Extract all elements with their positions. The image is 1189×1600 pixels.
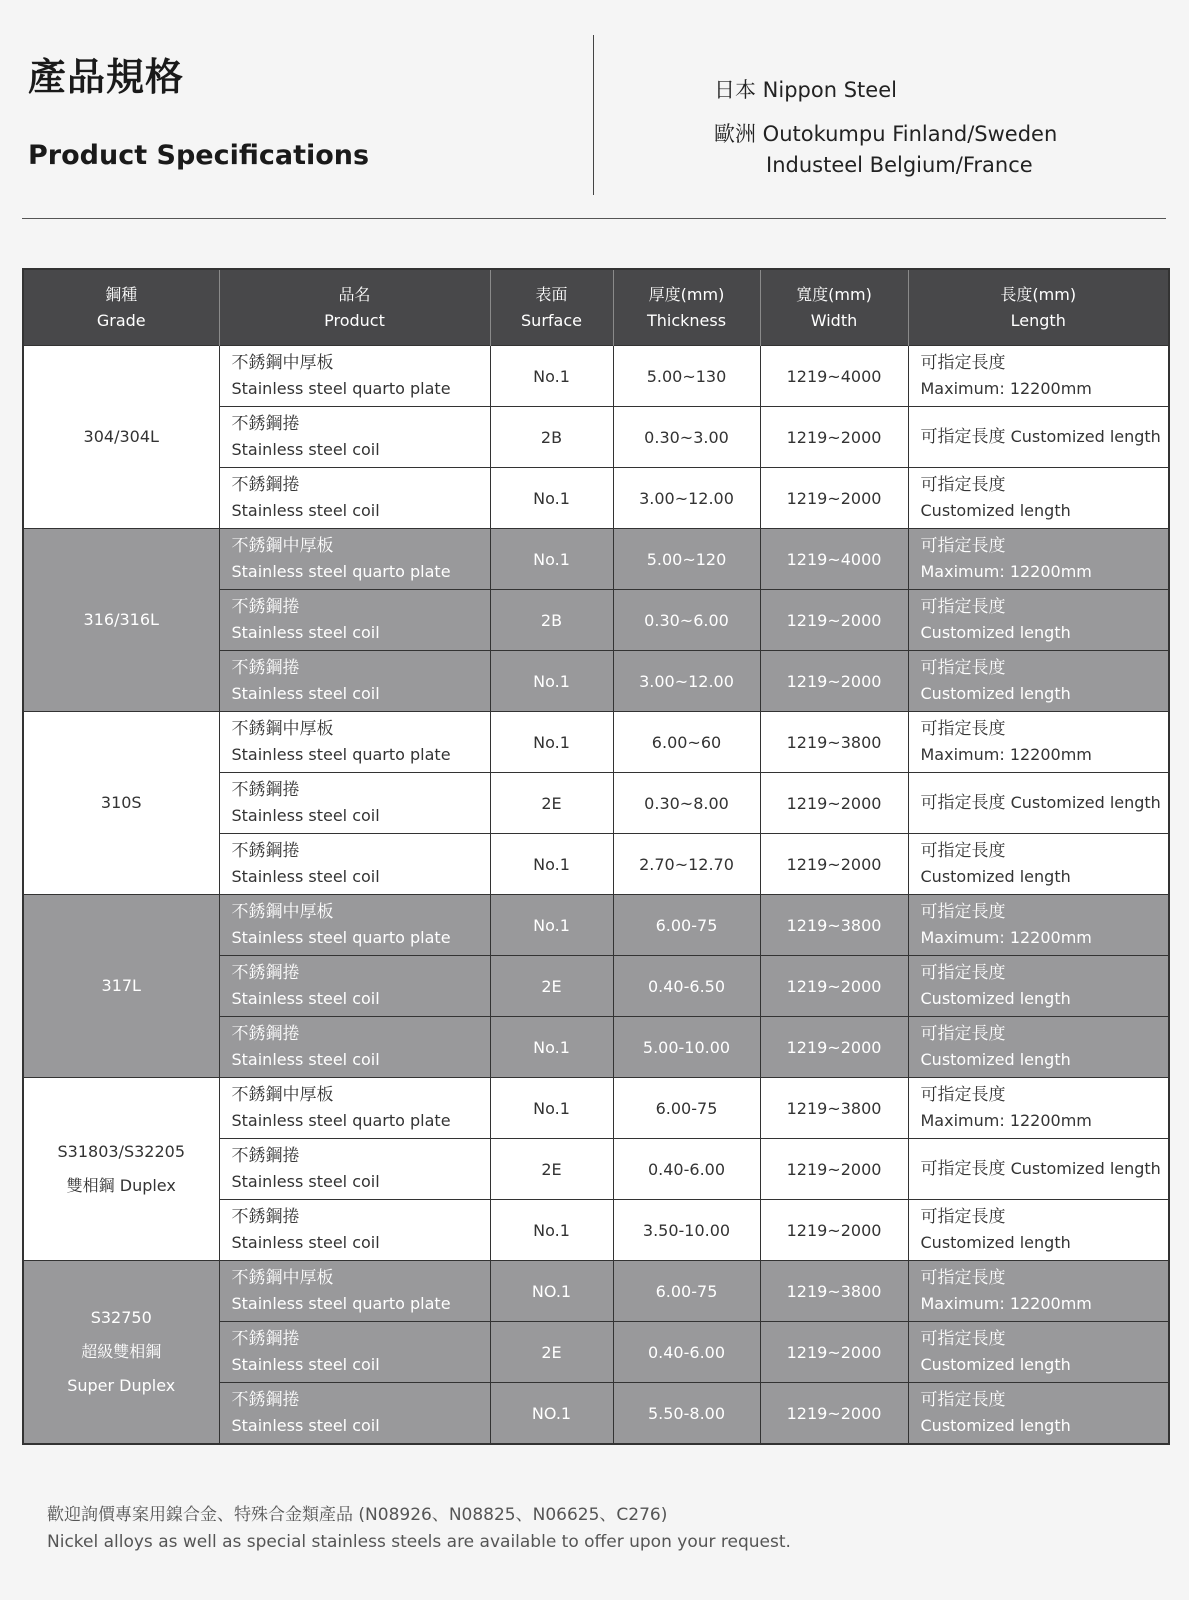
length-zh: 可指定長度 bbox=[920, 963, 1006, 983]
length-en: Customized length bbox=[920, 1416, 1071, 1435]
product-name-zh: 不銹鋼中厚板 bbox=[231, 1268, 334, 1288]
thickness-cell: 3.50-10.00 bbox=[613, 1200, 760, 1261]
grade-label: S31803/S32205 bbox=[57, 1142, 185, 1161]
surface-cell: No.1 bbox=[490, 1200, 613, 1261]
product-name-en: Stainless steel quarto plate bbox=[231, 1111, 451, 1130]
col-header-thickness bbox=[613, 269, 760, 346]
length-en: Maximum: 12200mm bbox=[920, 745, 1092, 764]
product-cell bbox=[219, 346, 490, 407]
col-header-en: Length bbox=[1010, 310, 1066, 330]
length-zh: 可指定長度 bbox=[920, 353, 1006, 373]
length-cell bbox=[908, 773, 1169, 834]
header-divider bbox=[593, 35, 594, 195]
col-header-en: Grade bbox=[96, 310, 146, 330]
product-cell bbox=[219, 468, 490, 529]
product-name-en: Stainless steel quarto plate bbox=[231, 562, 451, 581]
length-zh: 可指定長度 bbox=[920, 902, 1006, 922]
grade-label: 316/316L bbox=[83, 610, 159, 629]
surface-cell: 2E bbox=[490, 1139, 613, 1200]
length-zh: 可指定長度 bbox=[920, 597, 1006, 617]
surface-cell: 2B bbox=[490, 407, 613, 468]
thickness-cell: 0.40-6.00 bbox=[613, 1322, 760, 1383]
length-cell bbox=[908, 1078, 1169, 1139]
col-header-en: Width bbox=[810, 310, 858, 330]
product-cell bbox=[219, 1017, 490, 1078]
table-row bbox=[23, 895, 1169, 956]
thickness-cell: 0.40-6.50 bbox=[613, 956, 760, 1017]
length-en: Maximum: 12200mm bbox=[920, 562, 1092, 581]
length-cell bbox=[908, 895, 1169, 956]
product-cell bbox=[219, 1078, 490, 1139]
length-en: Maximum: 12200mm bbox=[920, 379, 1092, 398]
thickness-cell: 3.00~12.00 bbox=[613, 468, 760, 529]
table-body bbox=[23, 346, 1169, 1445]
length-zh: 可指定長度 bbox=[920, 1268, 1006, 1288]
product-name-en: Stainless steel coil bbox=[231, 623, 380, 642]
surface-cell: 2E bbox=[490, 1322, 613, 1383]
width-cell: 1219~2000 bbox=[760, 834, 908, 895]
page-title-zh: 產品規格 bbox=[28, 55, 185, 99]
width-cell: 1219~2000 bbox=[760, 651, 908, 712]
width-cell: 1219~3800 bbox=[760, 1261, 908, 1322]
width-cell: 1219~4000 bbox=[760, 346, 908, 407]
product-name-zh: 不銹鋼中厚板 bbox=[231, 353, 334, 373]
length-zh: 可指定長度 bbox=[920, 841, 1006, 861]
grade-label: 雙相鋼 Duplex bbox=[66, 1176, 176, 1195]
width-cell: 1219~2000 bbox=[760, 1200, 908, 1261]
product-name-en: Stainless steel coil bbox=[231, 989, 380, 1008]
product-name-zh: 不銹鋼中厚板 bbox=[231, 719, 334, 739]
length-en: Customized length bbox=[920, 867, 1071, 886]
spec-table bbox=[22, 268, 1170, 1445]
width-cell: 1219~2000 bbox=[760, 1383, 908, 1445]
source-europe-second: Industeel Belgium/France bbox=[766, 153, 1033, 177]
table-header-row bbox=[23, 269, 1169, 346]
surface-cell: 2E bbox=[490, 773, 613, 834]
col-header-zh: 表面 bbox=[535, 284, 568, 304]
length-en: Customized length bbox=[920, 684, 1071, 703]
surface-cell: No.1 bbox=[490, 346, 613, 407]
product-name-zh: 不銹鋼捲 bbox=[231, 1390, 300, 1410]
grade-label: 317L bbox=[101, 976, 141, 995]
page-title-en: Product Specifications bbox=[28, 140, 370, 171]
product-cell bbox=[219, 590, 490, 651]
length-cell bbox=[908, 1261, 1169, 1322]
product-name-en: Stainless steel quarto plate bbox=[231, 745, 451, 764]
width-cell: 1219~2000 bbox=[760, 773, 908, 834]
grade-cell bbox=[23, 895, 219, 1078]
width-cell: 1219~2000 bbox=[760, 956, 908, 1017]
col-header-zh: 品名 bbox=[338, 284, 371, 304]
col-header-surface bbox=[490, 269, 613, 346]
length-cell bbox=[908, 346, 1169, 407]
grade-cell bbox=[23, 529, 219, 712]
width-cell: 1219~2000 bbox=[760, 468, 908, 529]
surface-cell: No.1 bbox=[490, 712, 613, 773]
product-name-zh: 不銹鋼捲 bbox=[231, 963, 300, 983]
length-cell bbox=[908, 651, 1169, 712]
surface-cell: No.1 bbox=[490, 1017, 613, 1078]
width-cell: 1219~2000 bbox=[760, 590, 908, 651]
length-zh: 可指定長度 bbox=[920, 1159, 1006, 1179]
width-cell: 1219~3800 bbox=[760, 712, 908, 773]
thickness-cell: 6.00-75 bbox=[613, 1261, 760, 1322]
header-rule bbox=[22, 218, 1166, 219]
length-cell bbox=[908, 407, 1169, 468]
table-row bbox=[23, 529, 1169, 590]
thickness-cell: 5.00-10.00 bbox=[613, 1017, 760, 1078]
product-cell bbox=[219, 1322, 490, 1383]
length-en: Customized length bbox=[920, 989, 1071, 1008]
surface-cell: No.1 bbox=[490, 468, 613, 529]
product-name-zh: 不銹鋼中厚板 bbox=[231, 902, 334, 922]
thickness-cell: 5.00~130 bbox=[613, 346, 760, 407]
product-cell bbox=[219, 895, 490, 956]
product-name-en: Stainless steel coil bbox=[231, 1172, 380, 1191]
product-cell bbox=[219, 529, 490, 590]
thickness-cell: 0.30~6.00 bbox=[613, 590, 760, 651]
product-cell bbox=[219, 1261, 490, 1322]
product-name-en: Stainless steel coil bbox=[231, 806, 380, 825]
product-cell bbox=[219, 1139, 490, 1200]
width-cell: 1219~2000 bbox=[760, 1322, 908, 1383]
grade-cell bbox=[23, 712, 219, 895]
length-en: Customized length bbox=[920, 501, 1071, 520]
grade-label: S32750 bbox=[90, 1308, 152, 1327]
length-cell bbox=[908, 1017, 1169, 1078]
product-cell bbox=[219, 1200, 490, 1261]
surface-cell: 2E bbox=[490, 956, 613, 1017]
surface-cell: 2B bbox=[490, 590, 613, 651]
surface-cell: No.1 bbox=[490, 895, 613, 956]
product-name-en: Stainless steel quarto plate bbox=[231, 1294, 451, 1313]
thickness-cell: 5.50-8.00 bbox=[613, 1383, 760, 1445]
length-cell bbox=[908, 1139, 1169, 1200]
product-name-en: Stainless steel coil bbox=[231, 1355, 380, 1374]
width-cell: 1219~3800 bbox=[760, 895, 908, 956]
product-name-zh: 不銹鋼中厚板 bbox=[231, 536, 334, 556]
length-zh: 可指定長度 bbox=[920, 719, 1006, 739]
length-en: Maximum: 12200mm bbox=[920, 1294, 1092, 1313]
product-cell bbox=[219, 712, 490, 773]
length-cell bbox=[908, 468, 1169, 529]
product-name-en: Stainless steel quarto plate bbox=[231, 928, 451, 947]
col-header-en: Thickness bbox=[646, 310, 727, 330]
product-name-en: Stainless steel coil bbox=[231, 440, 380, 459]
length-en: Customized length bbox=[1010, 793, 1161, 812]
thickness-cell: 0.40-6.00 bbox=[613, 1139, 760, 1200]
surface-cell: No.1 bbox=[490, 651, 613, 712]
length-zh: 可指定長度 bbox=[920, 1329, 1006, 1349]
length-cell bbox=[908, 1200, 1169, 1261]
surface-cell: No.1 bbox=[490, 529, 613, 590]
grade-cell bbox=[23, 1261, 219, 1445]
surface-cell: NO.1 bbox=[490, 1383, 613, 1445]
thickness-cell: 0.30~3.00 bbox=[613, 407, 760, 468]
width-cell: 1219~2000 bbox=[760, 407, 908, 468]
length-en: Customized length bbox=[1010, 1159, 1161, 1178]
col-header-zh: 厚度(mm) bbox=[648, 284, 725, 304]
length-en: Customized length bbox=[920, 1050, 1071, 1069]
product-name-en: Stainless steel coil bbox=[231, 1416, 380, 1435]
width-cell: 1219~2000 bbox=[760, 1017, 908, 1078]
col-header-en: Surface bbox=[521, 310, 582, 330]
product-name-zh: 不銹鋼捲 bbox=[231, 597, 300, 617]
thickness-cell: 3.00~12.00 bbox=[613, 651, 760, 712]
length-cell bbox=[908, 956, 1169, 1017]
product-cell bbox=[219, 1383, 490, 1445]
product-name-zh: 不銹鋼捲 bbox=[231, 1024, 300, 1044]
product-cell bbox=[219, 651, 490, 712]
table-row bbox=[23, 1261, 1169, 1322]
grade-cell bbox=[23, 346, 219, 529]
source-europe: 歐洲 Outokumpu Finland/Sweden bbox=[714, 122, 1058, 146]
product-cell bbox=[219, 407, 490, 468]
product-name-en: Stainless steel quarto plate bbox=[231, 379, 451, 398]
product-name-zh: 不銹鋼捲 bbox=[231, 841, 300, 861]
thickness-cell: 6.00-75 bbox=[613, 1078, 760, 1139]
product-name-en: Stainless steel coil bbox=[231, 1233, 380, 1252]
length-zh: 可指定長度 bbox=[920, 1085, 1006, 1105]
product-name-zh: 不銹鋼捲 bbox=[231, 1329, 300, 1349]
thickness-cell: 2.70~12.70 bbox=[613, 834, 760, 895]
col-header-en: Product bbox=[324, 310, 385, 330]
product-name-en: Stainless steel coil bbox=[231, 684, 380, 703]
col-header-product bbox=[219, 269, 490, 346]
grade-cell bbox=[23, 1078, 219, 1261]
product-name-en: Stainless steel coil bbox=[231, 867, 380, 886]
footer-note-en: Nickel alloys as well as special stainless steels are available to offer upon your request. bbox=[47, 1532, 791, 1552]
surface-cell: NO.1 bbox=[490, 1261, 613, 1322]
length-zh: 可指定長度 bbox=[920, 1390, 1006, 1410]
product-name-zh: 不銹鋼捲 bbox=[231, 780, 300, 800]
length-zh: 可指定長度 bbox=[920, 1207, 1006, 1227]
length-en: Maximum: 12200mm bbox=[920, 928, 1092, 947]
length-zh: 可指定長度 bbox=[920, 475, 1006, 495]
length-en: Customized length bbox=[920, 1355, 1071, 1374]
length-cell bbox=[908, 529, 1169, 590]
product-cell bbox=[219, 956, 490, 1017]
length-cell bbox=[908, 712, 1169, 773]
width-cell: 1219~2000 bbox=[760, 1139, 908, 1200]
length-cell bbox=[908, 590, 1169, 651]
col-header-zh: 寬度(mm) bbox=[796, 284, 872, 304]
product-name-zh: 不銹鋼捲 bbox=[231, 658, 300, 678]
footer-note-zh: 歡迎詢價專案用鎳合金、特殊合金類產品 (N08926、N08825、N06625、C276) bbox=[47, 1505, 668, 1525]
col-header-width bbox=[760, 269, 908, 346]
product-name-zh: 不銹鋼中厚板 bbox=[231, 1085, 334, 1105]
length-zh: 可指定長度 bbox=[920, 658, 1006, 678]
thickness-cell: 0.30~8.00 bbox=[613, 773, 760, 834]
grade-label: 310S bbox=[100, 793, 142, 812]
length-en: Customized length bbox=[920, 1233, 1071, 1252]
table-row bbox=[23, 346, 1169, 407]
product-name-en: Stainless steel coil bbox=[231, 501, 380, 520]
product-cell bbox=[219, 834, 490, 895]
length-zh: 可指定長度 bbox=[920, 793, 1006, 813]
thickness-cell: 6.00~60 bbox=[613, 712, 760, 773]
grade-label: Super Duplex bbox=[67, 1376, 176, 1395]
length-en: Maximum: 12200mm bbox=[920, 1111, 1092, 1130]
width-cell: 1219~3800 bbox=[760, 1078, 908, 1139]
thickness-cell: 6.00-75 bbox=[613, 895, 760, 956]
length-cell bbox=[908, 1322, 1169, 1383]
length-cell bbox=[908, 1383, 1169, 1445]
thickness-cell: 5.00~120 bbox=[613, 529, 760, 590]
table-row bbox=[23, 1078, 1169, 1139]
col-header-length bbox=[908, 269, 1169, 346]
product-name-zh: 不銹鋼捲 bbox=[231, 414, 300, 434]
length-zh: 可指定長度 bbox=[920, 1024, 1006, 1044]
table-row bbox=[23, 712, 1169, 773]
product-name-zh: 不銹鋼捲 bbox=[231, 1207, 300, 1227]
length-en: Customized length bbox=[1010, 427, 1161, 446]
col-header-zh: 長度(mm) bbox=[1000, 284, 1077, 304]
source-japan: 日本 Nippon Steel bbox=[714, 78, 897, 102]
surface-cell: No.1 bbox=[490, 1078, 613, 1139]
length-zh: 可指定長度 bbox=[920, 427, 1006, 447]
grade-label: 超級雙相鋼 bbox=[81, 1342, 162, 1361]
length-en: Customized length bbox=[920, 623, 1071, 642]
product-name-zh: 不銹鋼捲 bbox=[231, 1146, 300, 1166]
grade-label: 304/304L bbox=[83, 427, 159, 446]
col-header-zh: 鋼種 bbox=[105, 284, 138, 304]
product-cell bbox=[219, 773, 490, 834]
length-cell bbox=[908, 834, 1169, 895]
col-header-grade bbox=[23, 269, 219, 346]
product-name-en: Stainless steel coil bbox=[231, 1050, 380, 1069]
width-cell: 1219~4000 bbox=[760, 529, 908, 590]
length-zh: 可指定長度 bbox=[920, 536, 1006, 556]
surface-cell: No.1 bbox=[490, 834, 613, 895]
product-name-zh: 不銹鋼捲 bbox=[231, 475, 300, 495]
